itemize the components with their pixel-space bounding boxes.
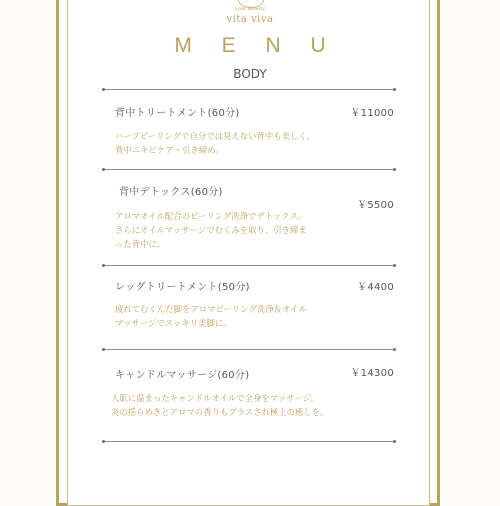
section-title: BODY <box>233 67 267 81</box>
menu-item-price: ￥4400 <box>357 282 394 293</box>
menu-item-price: ￥14300 <box>350 368 394 379</box>
divider <box>103 169 395 170</box>
menu-item-description: ハーブピーリングで自分では見えない背中も美しく。 背中ニキビケア・引き締め。 <box>115 131 315 155</box>
logo-tagline: your beauty <box>234 6 266 12</box>
menu-title: M E N U <box>174 34 338 57</box>
menu-item-name: 背中トリートメント(60分) <box>115 108 240 119</box>
menu-item-description: アロマオイル配合のピーリング洗浄でデトックス。 さらにオイルマッサージでむくみを取り、引き締ま った背中に。 <box>115 211 307 249</box>
divider <box>103 441 395 442</box>
menu-item-description: 疲れてむくんだ脚をアロマピーリング洗浄＆オイル マッサージでスッキリ美脚に。 <box>115 304 307 328</box>
menu-item-price: ￥11000 <box>350 108 394 119</box>
menu-item-name: 背中デトックス(60分) <box>119 187 223 198</box>
menu-item-name: レッグトリートメント(50分) <box>115 282 250 293</box>
menu-item-price: ￥5500 <box>357 200 394 211</box>
menu-item-description: 人肌に温まったキャンドルオイルで全身をマッサージ。 炎の揺らめきとアロマの香りもプラスされ極上の癒しを。 <box>111 393 329 417</box>
divider <box>103 265 395 266</box>
brand-logo <box>220 0 280 30</box>
menu-item-name: キャンドルマッサージ(60分) <box>115 370 250 381</box>
divider <box>103 89 395 90</box>
logo-name: vita viva <box>226 14 274 25</box>
divider <box>103 349 395 350</box>
